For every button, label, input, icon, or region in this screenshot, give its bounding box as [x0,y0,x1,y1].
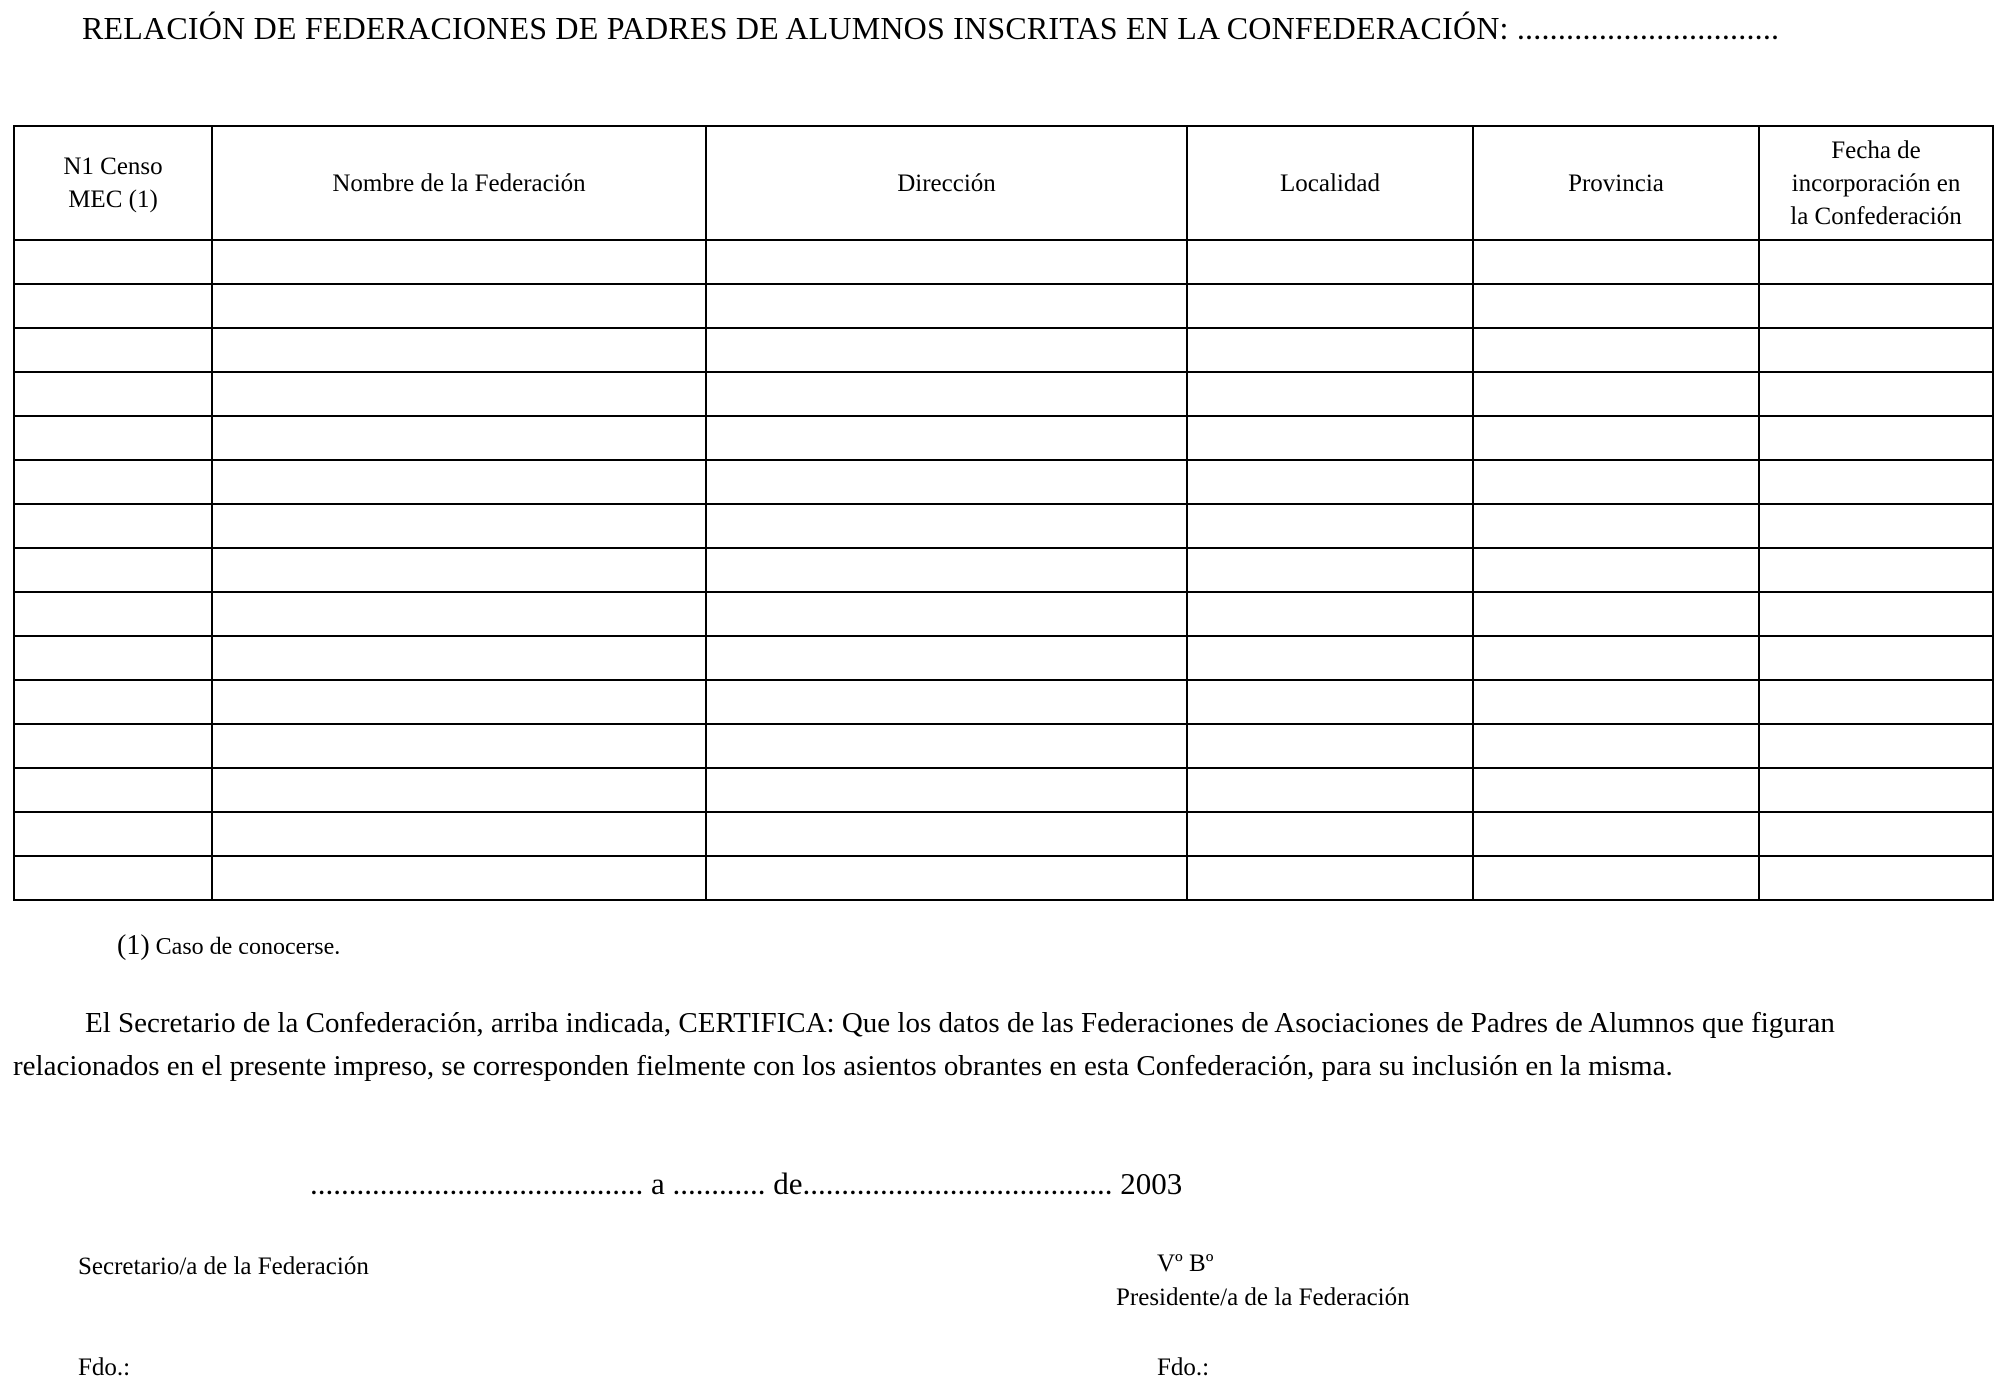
header-censo-mec [14,126,212,240]
certification-paragraph: El Secretario de la Confederación, arriba indicada, CERTIFICA: Que los datos de las Federaciones de Asociaciones de Padres de Alumnos que figuran relacionados en el presente impreso, se corresponden fielmente con los asientos obrantes en esta Confederación, para su inclusión en la misma. [13,1007,1835,1082]
table-row [14,416,1993,460]
table-cell [1473,680,1759,724]
table-row [14,548,1993,592]
table-row [14,284,1993,328]
table-cell [212,416,706,460]
table-cell [706,460,1187,504]
footnote-mark: (1) [117,930,150,961]
table-cell [212,636,706,680]
table-cell [212,812,706,856]
table-cell [1473,240,1759,284]
table-cell [1759,372,1993,416]
table-cell [1473,636,1759,680]
table-row [14,240,1993,284]
table-cell [1187,284,1473,328]
table-cell [14,416,212,460]
table-cell [1473,812,1759,856]
table-cell [212,240,706,284]
table-cell [1473,372,1759,416]
table-cell [1759,284,1993,328]
table-cell [706,724,1187,768]
table-cell [1473,504,1759,548]
table-cell [1187,592,1473,636]
table-cell [14,592,212,636]
table-cell [706,812,1187,856]
table-cell [212,548,706,592]
secretary-fdo-label: Fdo.: [78,1354,131,1381]
header-line: Dirección [897,169,996,197]
table-cell [706,284,1187,328]
table-cell [1759,636,1993,680]
table-cell [212,592,706,636]
table-cell [1759,680,1993,724]
table-cell [14,768,212,812]
header-nombre-federacion [212,126,706,240]
table-cell [706,680,1187,724]
table-cell [14,812,212,856]
table-row [14,592,1993,636]
table-cell [212,856,706,900]
table-cell [1187,768,1473,812]
table-cell [706,548,1187,592]
table-cell [1473,768,1759,812]
federations-table-container [13,125,1994,901]
header-provincia [1473,126,1759,240]
header-line: Provincia [1568,169,1664,197]
header-direccion [706,126,1187,240]
table-cell [1187,636,1473,680]
table-cell [1473,284,1759,328]
secretary-signature-title: Secretario/a de la Federación [78,1253,369,1280]
table-cell [14,548,212,592]
table-cell [1187,328,1473,372]
table-cell [1759,240,1993,284]
visto-bueno-label: Vº Bº [1157,1250,1214,1277]
table-cell [1187,812,1473,856]
table-cell [1473,856,1759,900]
table-cell [212,768,706,812]
table-row [14,636,1993,680]
footnote [117,930,340,962]
table-cell [14,504,212,548]
document-title: RELACIÓN DE FEDERACIONES DE PADRES DE ALUMNOS INSCRITAS EN LA CONFEDERACIÓN: ................................ [82,10,1780,46]
table-cell [14,724,212,768]
table-cell [706,592,1187,636]
table-row [14,812,1993,856]
table-cell [1473,328,1759,372]
table-cell [1473,416,1759,460]
table-cell [1473,592,1759,636]
table-cell [212,724,706,768]
table-cell [1759,592,1993,636]
table-cell [1473,724,1759,768]
table-cell [212,504,706,548]
table-cell [1473,548,1759,592]
table-cell [1187,460,1473,504]
table-cell [1759,416,1993,460]
table-cell [1187,416,1473,460]
header-line: la Confederación [1790,202,1962,230]
table-body [14,240,1993,900]
federations-table [13,125,1994,901]
header-localidad [1187,126,1473,240]
table-cell [1759,460,1993,504]
table-cell [706,240,1187,284]
president-fdo-label: Fdo.: [1157,1354,1210,1381]
table-cell [212,460,706,504]
table-cell [706,856,1187,900]
table-row [14,724,1993,768]
table-cell [1759,724,1993,768]
table-cell [14,680,212,724]
table-cell [1759,768,1993,812]
date-line: ........................................... a ............ de........................................ 2003 [310,1166,1183,1201]
table-cell [706,372,1187,416]
header-fecha-incorporacion [1759,126,1993,240]
table-cell [14,372,212,416]
table-row [14,328,1993,372]
table-cell [1759,548,1993,592]
table-cell [14,460,212,504]
table-cell [212,680,706,724]
table-cell [1759,504,1993,548]
header-line: Localidad [1280,169,1380,197]
table-row [14,768,1993,812]
header-line: N1 Censo [63,153,163,180]
president-signature-title: Presidente/a de la Federación [1116,1284,1410,1311]
header-line: Nombre de la Federación [332,169,586,197]
table-cell [1187,680,1473,724]
table-cell [14,240,212,284]
table-cell [212,372,706,416]
table-cell [1187,240,1473,284]
table-row [14,372,1993,416]
table-row [14,856,1993,900]
header-line: incorporación en [1791,169,1961,197]
table-cell [706,768,1187,812]
table-cell [706,416,1187,460]
table-cell [706,328,1187,372]
table-cell [1187,504,1473,548]
table-cell [1759,856,1993,900]
table-cell [1473,460,1759,504]
table-cell [14,636,212,680]
table-cell [706,504,1187,548]
table-cell [1187,548,1473,592]
table-header-row [14,126,1993,240]
table-cell [1759,328,1993,372]
table-cell [14,284,212,328]
table-row [14,460,1993,504]
table-cell [1187,372,1473,416]
table-cell [1759,812,1993,856]
table-cell [1187,724,1473,768]
table-row [14,680,1993,724]
header-line: Fecha de [1831,136,1921,164]
table-row [14,504,1993,548]
table-cell [14,328,212,372]
table-cell [212,328,706,372]
footnote-text: Caso de conocerse. [149,934,341,960]
table-cell [212,284,706,328]
table-cell [14,856,212,900]
table-cell [706,636,1187,680]
table-cell [1187,856,1473,900]
header-line: MEC (1) [68,186,158,213]
